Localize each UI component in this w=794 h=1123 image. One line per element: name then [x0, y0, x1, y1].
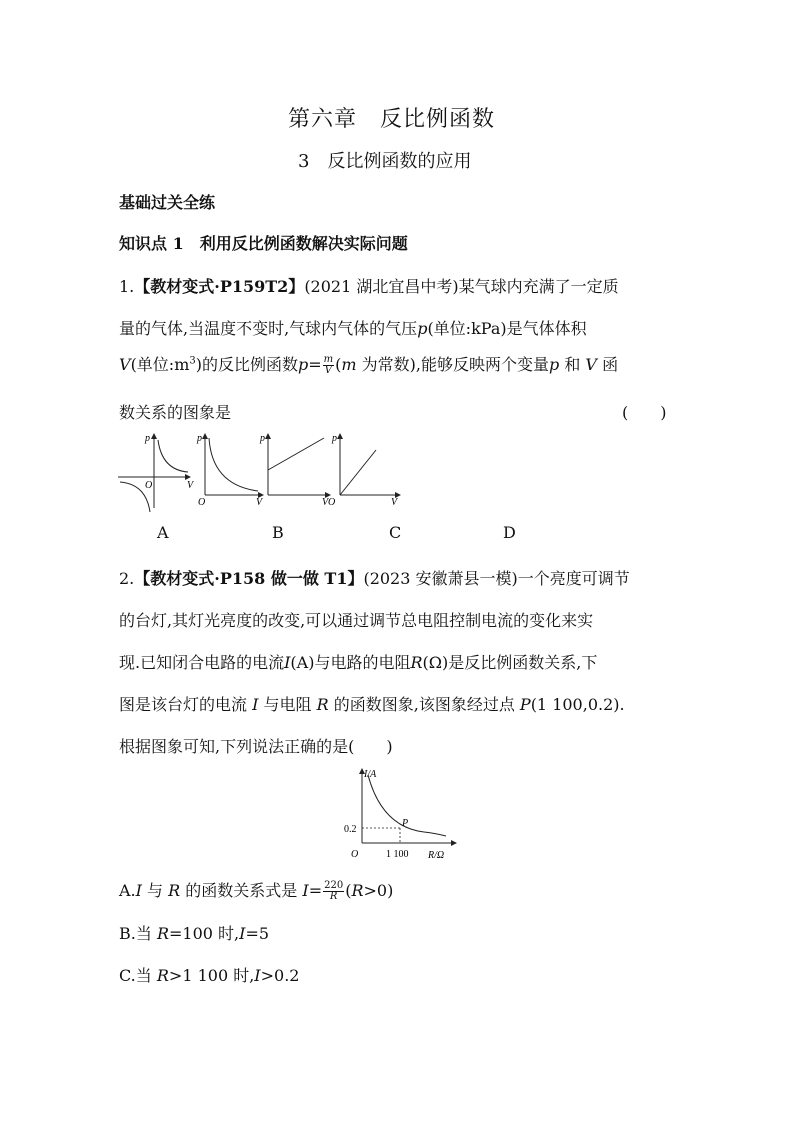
q1-line-2: [119, 316, 587, 339]
q2-opt-b-tail: =5: [245, 924, 270, 943]
graph-d-p-label: p: [332, 433, 337, 444]
q2-text-3a: 现.已知闭合电路的电流: [119, 653, 285, 672]
q2-opt-c-mid: >1 100 时,: [168, 966, 255, 985]
q2-x-tick: 1 100: [386, 849, 409, 860]
q1-text-3b: )的反比例函数: [195, 355, 298, 374]
q2-text-4b: 与电阻: [258, 695, 317, 714]
graph-b-origin: O: [198, 497, 206, 508]
q1-answer-paren: ( ): [622, 403, 667, 422]
q2-opt-c-I: I: [254, 966, 261, 985]
q2-text-3c: (Ω)是反比例函数关系,下: [422, 653, 598, 672]
q1-graphs: [118, 430, 418, 515]
q2-opt-a-eq: =: [308, 881, 323, 900]
q2-var-R2: R: [316, 695, 329, 714]
q1-text-2a: 量的气体,当温度不变时,气球内气体的气压: [119, 319, 418, 338]
graph-d-origin: O: [328, 497, 336, 508]
q2-number: 2.: [119, 569, 135, 588]
q2-opt-a-close: >0): [363, 881, 394, 900]
q1-sup-3: 3: [189, 355, 196, 367]
q2-opt-b-mid: =100 时,: [168, 924, 240, 943]
q2-opt-c-R: R: [156, 966, 169, 985]
q1-text-3f: 函: [596, 355, 619, 374]
q1-text-3d: 为常数),能够反映两个变量: [356, 355, 549, 374]
q2-opt-c-prefix: C.当: [119, 966, 157, 985]
q2-line-3: [119, 650, 597, 673]
q1-fraction: [323, 355, 334, 376]
q1-text-2b: (单位:kPa)是气体体积: [427, 319, 587, 338]
q1-frac-num: m: [323, 354, 334, 365]
q2-line-5: 根据图象可知,下列说法正确的是( ): [119, 737, 393, 756]
q1-var-p: p: [417, 319, 428, 338]
q2-x-axis-label: R/Ω: [428, 850, 445, 861]
q2-text-3b: (A)与电路的电阻: [290, 653, 411, 672]
q2-opt-b-R: R: [156, 924, 169, 943]
q2-opt-a-open: (: [345, 881, 352, 900]
q2-var-R: R: [410, 653, 423, 672]
q2-text-4c: 的函数图象,该图象经过点: [328, 695, 520, 714]
q2-opt-b-prefix: B.当: [119, 924, 157, 943]
graph-a-origin: O: [145, 480, 153, 491]
q1-var-V: V: [119, 355, 131, 374]
chapter-title: 第六章 反比例函数: [288, 107, 496, 132]
q2-line-2: 的台灯,其灯光亮度的改变,可以通过调节总电阻控制电流的变化来实: [119, 611, 594, 630]
graph-d: [328, 433, 400, 508]
q1-text-1: 某气球内充满了一定质: [458, 277, 619, 296]
q2-tag: 【教材变式·P158 做一做 T1】: [134, 569, 364, 588]
q1-lhs-p: p: [298, 355, 309, 374]
q2-graph: [338, 765, 458, 865]
q2-y-axis-label: I/A: [364, 769, 377, 780]
graph-c: [259, 433, 330, 508]
q2-opt-a-mid2: 的函数关系式是: [180, 881, 303, 900]
option-label-b: B: [272, 523, 284, 542]
q1-var-p2: p: [548, 355, 560, 374]
q2-opt-a-R2: R: [351, 881, 364, 900]
q2-option-c: [119, 963, 299, 986]
q2-opt-c-tail: >0.2: [260, 966, 300, 985]
q1-line-1: [119, 274, 619, 297]
q2-source: (2023 安徽萧县一模): [363, 569, 518, 588]
q2-line-4: [119, 692, 625, 715]
q2-opt-a-I2: I: [302, 881, 309, 900]
q2-opt-a-den: R: [329, 891, 338, 902]
q1-line-3: [119, 352, 618, 376]
q2-option-b: [119, 921, 269, 944]
q2-opt-a-R: R: [168, 881, 181, 900]
q2-opt-b-I: I: [239, 924, 246, 943]
q2-var-I2: I: [252, 695, 259, 714]
q1-frac-den: V: [324, 365, 333, 376]
q1-number: 1.: [119, 277, 135, 296]
q1-source: (2021 湖北宜昌中考): [304, 277, 459, 296]
graph-b-V-label: V: [256, 497, 263, 508]
q2-point-label: P: [402, 818, 409, 829]
graph-b: [196, 433, 264, 508]
graph-b-p-label: p: [197, 433, 202, 444]
graph-c-p-label: p: [260, 433, 265, 444]
graph-c-V-label: V: [322, 497, 329, 508]
q2-var-I: I: [284, 653, 291, 672]
knowledge-point-heading: 知识点 1 利用反比例函数解决实际问题: [119, 234, 408, 253]
q2-text-1: 一个亮度可调节: [517, 569, 630, 588]
q1-var-V2: V: [585, 355, 597, 374]
q2-opt-a-prefix: A.: [119, 881, 136, 900]
q2-option-a: [119, 878, 393, 902]
q2-y-tick: 0.2: [344, 824, 357, 835]
q1-var-m: m: [341, 355, 357, 374]
q1-eq: =: [308, 355, 322, 374]
q1-text-3c: (: [335, 355, 342, 374]
q2-opt-a-num: 220: [324, 880, 344, 891]
option-label-a: A: [157, 523, 169, 542]
q2-origin: O: [351, 849, 359, 860]
q2-opt-a-mid1: 与: [141, 881, 169, 900]
graph-a-p-label: p: [145, 433, 150, 444]
q1-text-3e: 和: [559, 355, 586, 374]
q2-text-4a: 图是该台灯的电流: [119, 695, 253, 714]
q2-text-4d: (1 100,0.2).: [530, 695, 625, 714]
graph-a: [118, 433, 195, 512]
q2-opt-a-I: I: [135, 881, 142, 900]
option-label-d: D: [503, 523, 516, 542]
option-label-c: C: [389, 523, 402, 542]
part-heading: 基础过关全练: [119, 193, 216, 212]
q1-tag: 【教材变式·P159T2】: [134, 277, 305, 296]
q1-line-4: 数关系的图象是: [119, 403, 232, 422]
section-title: 3 反比例函数的应用: [298, 151, 472, 172]
q2-line-1: [119, 566, 630, 589]
q1-text-3a: (单位:m: [130, 355, 190, 374]
graph-a-V-label: V: [187, 480, 194, 491]
graph-d-V-label: V: [391, 497, 398, 508]
q2-var-P: P: [519, 695, 531, 714]
q2-opt-a-fraction: [323, 881, 344, 902]
